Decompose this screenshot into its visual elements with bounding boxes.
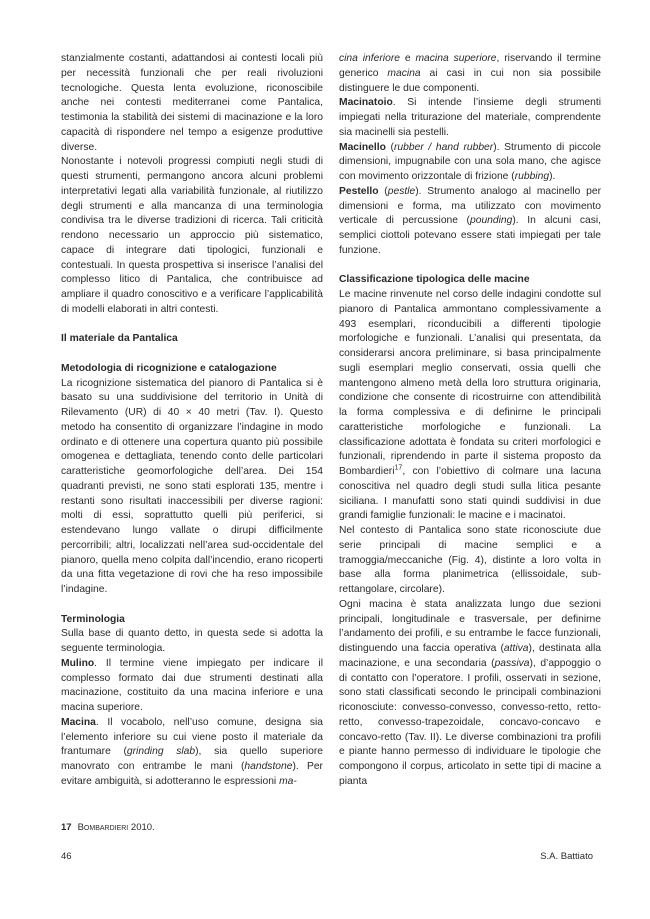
italic-term: rubbing — [514, 171, 550, 182]
footnote-year: 2010. — [128, 822, 155, 833]
subsection-heading: Metodologia di ricognizione e catalogazione — [61, 362, 277, 374]
italic-term: cina inferiore — [339, 53, 400, 64]
text: ai casi in cui non sia possibile distinguere le due componenti. — [339, 67, 601, 94]
text: , con l’obiettivo di colmare una lacuna conoscitiva nel quadro degli studi sulla litica pesante siciliana. I manufatti sono stati quindi suddivisi in due grandi famiglie funzionali: le macine e i macinatoi. — [339, 466, 601, 522]
paragraph: stanzialmente costanti, adattandosi ai contesti locali più per necessità funzionali che per reali rivoluzioni tecnologiche. Questa lenta evoluzione, riconoscibile anche nei contesti mediterranei come Pantalica, testimonia la stabilità dei sistemi di macinazione e la loro capacità di rispondere nel tempo a esigenze produttive diverse. — [61, 53, 323, 153]
paragraph: Sulla base di quanto detto, in questa sede si adotta la seguente terminologia. — [61, 628, 323, 654]
subsection-heading: Classificazione tipologica delle macine — [339, 274, 530, 286]
term: Mulino — [61, 657, 95, 669]
footnote — [61, 822, 155, 833]
definition-text: . Il termine viene impiegato per indicare il complesso formato dai due strumenti destinati alla macinazione, costituito da una macina inferiore e una macina superiore. — [61, 657, 323, 713]
definition-text: ). Strumento di piccole dimensioni, impugnabile con una sola mano, che agisce con movimento orizzontale di frizione ( — [339, 141, 601, 182]
paragraph: Nel contesto di Pantalica sono state riconosciute due serie principali di macine semplici e a tramoggia/meccaniche (Fig. 4), distinte a loro volta in base alla forma planimetrica (ellissoidale, sub-rettangolare, circolare). — [339, 525, 601, 595]
term: Macina — [61, 716, 96, 728]
italic-term: passiva — [494, 657, 530, 669]
paragraph: La ricognizione sistematica del pianoro di Pantalica si è basato su una suddivisione del territorio in Unità di Rilevamento (UR) di 40 × 40 metri (Tav. I). Questo metodo ha consentito di organizzare l’indagine in modo ordinato e di ottenere una copertura quanto più possibile omogenea e dettagliata, tenendo conto delle particolari caratteristiche geomorfologiche dell’area. Dei 154 quadranti previsti, ne sono stati esplorati 135, mentre i restanti sono risultati inaccessibili per diverse ragioni: molti di essi, soprattutto quelli più periferici, si estendevano lungo vallate o dirupi difficilmente percorribili; altri, localizzati nell’area sud-occidentale del pianoro, quella meno colpita dall’incendio, erano ricoperti da una fitta vegetazione di rovi che ha reso impossibile l’indagine. — [61, 377, 323, 595]
text: ), destinata alla macinazione, e una secondaria ( — [339, 643, 601, 669]
definition-text: ). — [549, 171, 556, 182]
running-author: S.A. Battiato — [540, 851, 593, 862]
section-heading: Il materiale da Pantalica — [61, 333, 178, 345]
text: Ogni macina è stata analizzata lungo due sezioni principali, longitudinale e trasversale, per definirne l’andamento dei profili, e su entrambe le facce funzionali, distinguendo una faccia operativa ( — [339, 598, 601, 654]
definition-mulino — [61, 657, 323, 716]
right-column — [339, 52, 601, 790]
definition-macina — [61, 716, 323, 790]
definition-text: . Il vocabolo, nell’uso comune, designa sia l’elemento inferiore su cui viene posto il materiale da frantumare ( — [61, 716, 323, 758]
paragraph — [339, 288, 601, 524]
text: ), d’appoggio o di contatto con l’operatore. I profili, osservati in sezione, sono stati classificati secondo le principali combinazioni riconosciute: convesso-convesso, convesso-retto, retto-retto, convesso-trapezoidale, concavo-concavo e concavo-retto (Tav. II). Le diverse combinazioni tra profili e piante hanno permesso di individuare le tipologie che compongono il corpus, articolato in sette tipi di macine a pianta — [339, 657, 601, 787]
footnote-number: 17 — [61, 822, 72, 833]
text: , riservando il termine generico — [339, 53, 602, 79]
italic-term: macina superiore — [415, 53, 497, 64]
definition-text: ). Per evitare ambiguità, si adotteranno le espressioni — [61, 761, 323, 787]
definition-pestello — [339, 185, 601, 259]
term: Macinello — [339, 141, 386, 153]
italic-term: macina — [387, 67, 421, 79]
italic-term: grinding slab — [126, 746, 196, 758]
text: Le macine rinvenute nel corso delle indagini condotte sul pianoro di Pantalica ammontano complessivamente a 493 esemplari, riconducibili a differenti tipologie morfologiche e funzionali. L’analisi qui presentata, da considerarsi ancora preliminare, si basa principalmente sugli esemplari meglio conservati, ossia quelli che mantengono almeno metà della loro struttura originaria, condizione che consente di ricostruirne con attendibilità la forma complessiva e di definirne le principali caratteristiche morfologiche e funzionali. La classificazione adottata è fondata su criteri morfologici e funzionali, riprendendo in parte il sistema proposto da Bombardieri — [339, 289, 601, 477]
paragraph: Nonostante i notevoli progressi compiuti negli studi di questi strumenti, permangono ancora alcuni problemi interpretativi legati alla variabilità funzionale, al riutilizzo degli strumenti e alla mancanza di una terminologia condivisa tra le diverse tradizioni di ricerca. Tali criticità rendono necessario un approccio più sistematico, capace di integrare dati tipologici, funzionali e contestuali. In questa prospettiva si inserisce l’analisi del complesso litico di Pantalica, che contribuisce ad ampliare il quadro conoscitivo e a verificare l’applicabilità di modelli elaborati in altri contesti. — [61, 156, 323, 315]
definition-text: ( — [378, 185, 388, 197]
term: Pestello — [339, 185, 379, 197]
italic-term: pestle — [387, 185, 416, 197]
definition-macinatoio — [339, 96, 601, 140]
definition-text: ( — [385, 141, 394, 153]
subsection-heading: Terminologia — [61, 613, 125, 625]
footnote-author: Bombardieri — [77, 822, 129, 833]
paragraph — [339, 598, 601, 790]
italic-term: pounding — [469, 215, 513, 227]
text: e — [399, 53, 416, 64]
italic-term: handstone — [244, 761, 293, 772]
italic-term: rubber / hand rubber — [394, 141, 494, 153]
term: Macinatoio — [339, 97, 393, 109]
definition-macinello — [339, 141, 601, 185]
italic-term: ma- — [279, 775, 297, 787]
definition-text: ), sia quello superiore manovrato con entrambe le mani ( — [61, 746, 323, 772]
footnote-reference[interactable]: 17 — [394, 464, 403, 472]
page-number: 46 — [61, 851, 72, 862]
definition-text: ). Strumento analogo al macinello per dimensioni e forma, ma utilizzato con movimento verticale di percussione ( — [339, 185, 602, 227]
definition-text: ). In alcuni casi, semplici ciottoli potevano essere stati impiegati per tale funzione. — [339, 215, 601, 256]
italic-term: attiva — [503, 643, 529, 654]
paragraph — [339, 52, 601, 96]
left-column — [61, 52, 323, 790]
definition-text: . Si intende l’insieme degli strumenti impiegati nella triturazione del materiale, comprendente sia macinelli sia pestelli. — [339, 97, 601, 138]
